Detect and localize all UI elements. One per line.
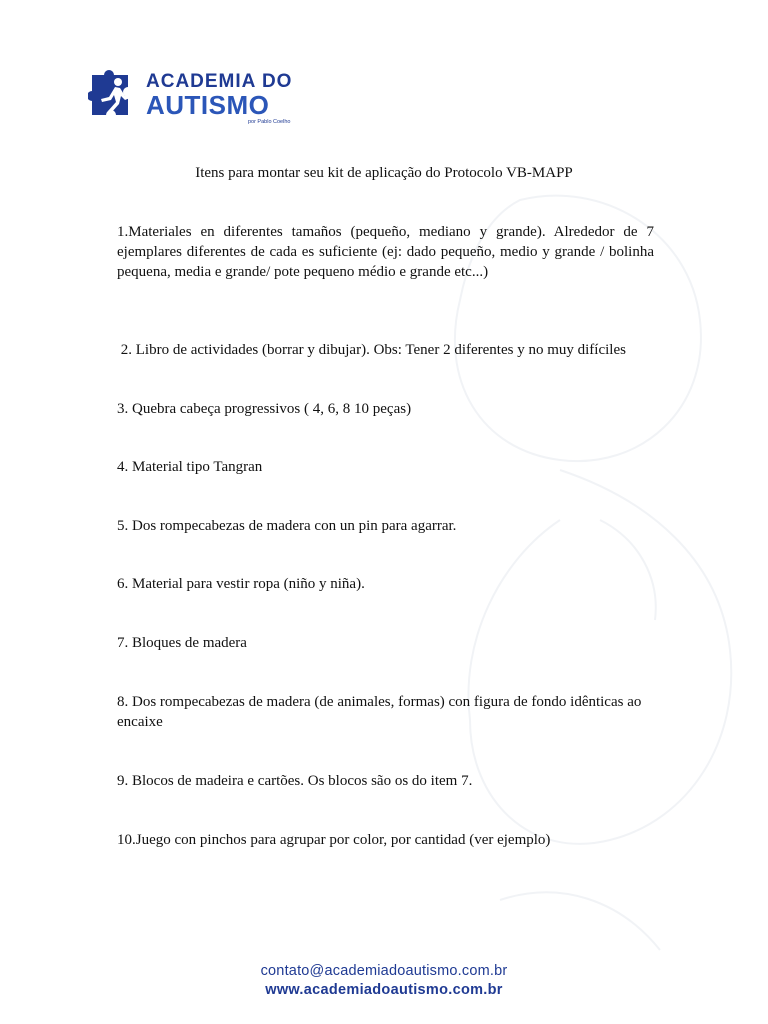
list-item: 8. Dos rompecabezas de madera (de animales, formas) con figura de fondo idênticas ao encaixe [117,694,642,730]
footer-email[interactable]: contato@academiadoautismo.com.br [260,963,508,979]
logo-line2: AUTISMO [146,90,270,120]
document-title: Itens para montar seu kit de aplicação do Protocolo VB-MAPP [195,165,573,181]
list-item: 1.Materiales en diferentes tamaños (pequeño, mediano y grande). Alrededor de 7 ejemplares diferentes de cada es suficiente (ej: dado pequeño, medio y grande / bolinha pequena, media e grande/ pote pequeno médio e grande etc...) [117,224,654,280]
footer-website[interactable]: www.academiadoautismo.com.br [265,982,503,998]
list-item: 4. Material tipo Tangran [117,459,263,475]
logo-tagline: por Pablo Coelho [247,119,291,125]
list-item: 7. Bloques de madera [117,635,247,651]
list-item: 10.Juego con pinchos para agrupar por color, por cantidad (ver ejemplo) [117,832,551,848]
logo-line1: ACADEMIA DO [146,71,293,92]
list-item: 9. Blocos de madeira e cartões. Os blocos são os do item 7. [117,773,473,789]
puzzle-logo-icon [88,69,140,121]
academia-do-autismo-logo [88,68,293,125]
list-item: 2. Libro de actividades (borrar y dibujar). Obs: Tener 2 diferentes y no muy difíciles [117,342,626,358]
list-item: 6. Material para vestir ropa (niño y niña). [117,576,365,592]
list-item: 3. Quebra cabeça progressivos ( 4, 6, 8 10 peças) [117,401,412,417]
list-item: 5. Dos rompecabezas de madera con un pin para agarrar. [117,518,457,534]
